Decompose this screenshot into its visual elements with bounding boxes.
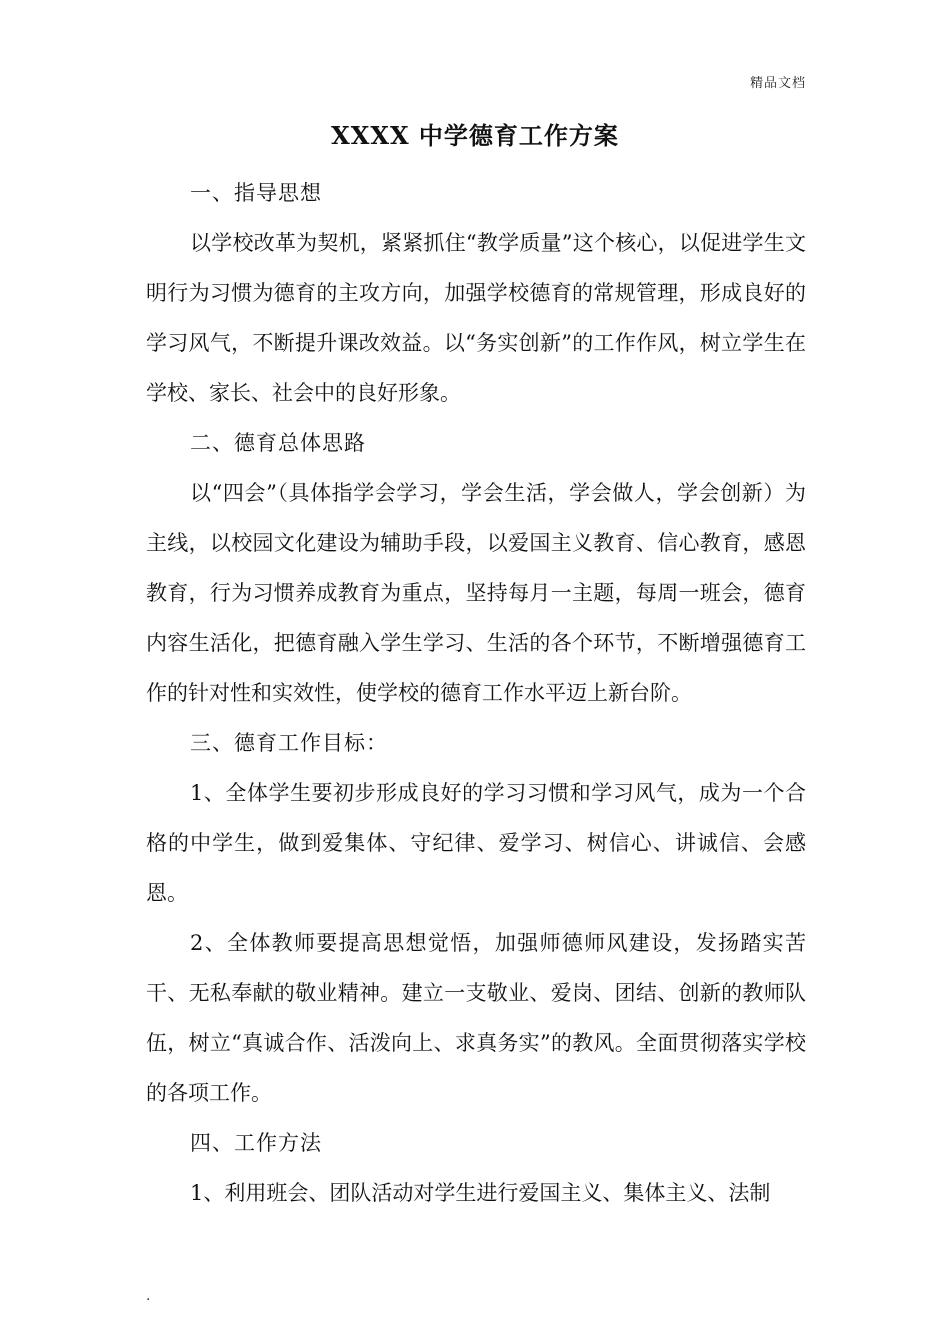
document-title: XXXX 中学德育工作方案 — [331, 121, 619, 150]
paragraph: 1、利用班会、团队活动对学生进行爱国主义、集体主义、法制 — [190, 1181, 771, 1205]
paragraph: 1、全体学生要初步形成良好的学习习惯和学习风气，成为一个合格的中学生，做到爱集体、守纪律、爱学习、树信心、讲诚信、会感恩。 — [146, 781, 806, 905]
section-heading: 一、指导思想 — [190, 181, 322, 205]
document-body — [146, 168, 806, 1218]
header-tag: 精品文档 — [749, 76, 806, 91]
section-heading: 二、德育总体思路 — [190, 431, 366, 455]
paragraph: 以“四会”（具体指学会学习，学会生活，学会做人，学会创新）为主线，以校园文化建设为辅助手段，以爱国主义教育、信心教育，感恩教育，行为习惯养成教育为重点，坚持每月一主题，每周一班会，德育内容生活化，把德育融入学生学习、生活的各个环节，不断增强德育工作的针对性和实效性，使学校的德育工作水平迈上新台阶。 — [146, 481, 806, 705]
paragraph: 2、全体教师要提高思想觉悟，加强师德师风建设，发扬踏实苦干、无私奉献的敬业精神。建立一支敬业、爱岗、团结、创新的教师队伍，树立“真诚合作、活泼向上、求真务实”的教风。全面贯彻落实学校的各项工作。 — [146, 931, 806, 1105]
section-heading: 三、德育工作目标： — [190, 731, 388, 755]
section-heading: 四、工作方法 — [190, 1131, 322, 1155]
footer-mark: . — [146, 1288, 151, 1304]
paragraph: 以学校改革为契机，紧紧抓住“教学质量”这个核心，以促进学生文明行为习惯为德育的主攻方向，加强学校德育的常规管理，形成良好的学习风气，不断提升课改效益。以“务实创新”的工作作风，树立学生在学校、家长、社会中的良好形象。 — [146, 231, 806, 405]
